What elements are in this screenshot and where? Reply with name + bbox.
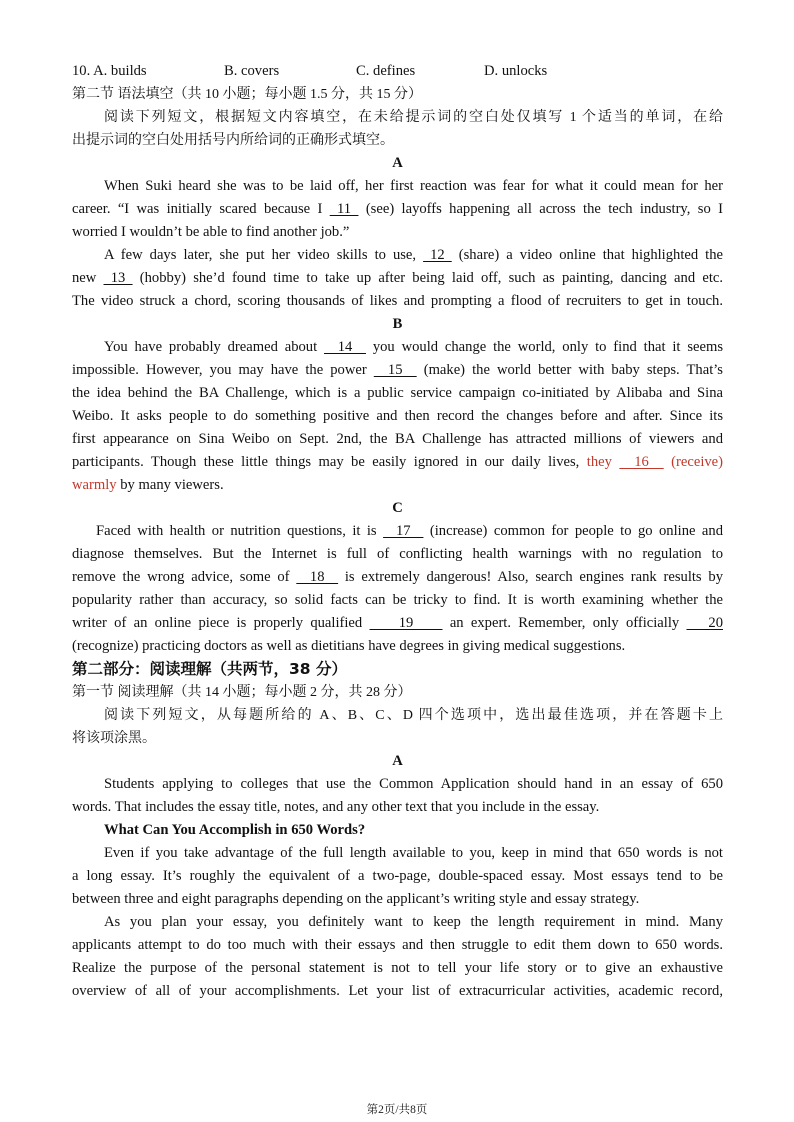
text-line: Weibo. It asks people to do something positive and then record the changes before and after. Since its <box>72 408 723 424</box>
blank-20[interactable]: 20 <box>686 615 723 631</box>
blank-18[interactable]: 18 <box>296 569 339 585</box>
passage-label-a: A <box>392 155 403 171</box>
blank-16[interactable]: 16 <box>619 454 664 470</box>
text-line: impossible. However, you may have the power 15 (make) the world better with baby steps. That’s <box>72 362 723 378</box>
blank-19[interactable]: 19 <box>369 615 443 631</box>
text-line: overview of all of your accomplishments. Let your list of extracurricular activities, academic record, <box>72 983 723 999</box>
blank-15[interactable]: 15 <box>373 362 417 378</box>
instruction-line: 阅读下列短文，从每题所给的 A、B、C、D 四个选项中，选出最佳选项，并在答题卡上 <box>104 708 723 723</box>
text-line: a long essay. It’s roughly the equivalent of a two-page, double-spaced essay. Most essays tend to be <box>72 868 723 884</box>
text-line: (recognize) practicing doctors as well as dietitians have degrees in giving medical suggestions. <box>72 638 626 654</box>
text-line: writer of an online piece is properly qualified 19 an expert. Remember, only officially 20 <box>72 615 723 631</box>
text-line: When Suki heard she was to be laid off, her first reaction was fear for what it could mean for her <box>104 178 723 194</box>
text-line: new 13 (hobby) she’d found time to take up after being laid off, such as painting, dancing and etc. <box>72 270 723 286</box>
option-b: B. covers <box>224 63 280 79</box>
text-line: diagnose themselves. But the Internet is full of conflicting health warnings with no regulation to <box>72 546 723 562</box>
option-a: 10. A. builds <box>72 63 147 79</box>
text-line: applicants attempt to do too much with their essays and then struggle to edit them down to 650 words. <box>72 937 723 953</box>
text-line: Faced with health or nutrition questions, it is 17 (increase) common for people to go online and <box>96 523 723 539</box>
text-line: Students applying to colleges that use the Common Application should hand in an essay of 650 <box>104 776 723 792</box>
text-line: warmly by many viewers. <box>72 477 224 493</box>
text-line: You have probably dreamed about 14 you would change the world, only to find that it seems <box>104 339 723 355</box>
section-grammar-title: 第二节 语法填空（共 10 小题；每小题 1.5 分，共 15 分） <box>72 87 422 102</box>
text-line: The video struck a chord, scoring thousands of likes and prompting a flood of recruiters to get in touch. <box>72 293 723 309</box>
part-reading-title: 第二部分：阅读理解（共两节，38 分） <box>72 660 347 678</box>
text-line: worried I wouldn’t be able to find another job.” <box>72 224 350 240</box>
text-line: Realize the purpose of the personal statement is not to tell your life story or to give an exhaustive <box>72 960 723 976</box>
blank-12[interactable]: 12 <box>423 247 452 263</box>
text-line: participants. Though these little things may be easily ignored in our daily lives, they 16 (receive) <box>72 454 724 470</box>
reading-label-a: A <box>392 753 403 769</box>
instruction-line: 出提示词的空白处用括号内所给词的正确形式填空。 <box>72 133 394 148</box>
reading-subtitle: What Can You Accomplish in 650 Words? <box>104 822 366 838</box>
option-d: D. unlocks <box>484 63 548 79</box>
text-line: the idea behind the BA Challenge, which is a public service campaign co-initiated by Alibaba and Sina <box>72 385 723 401</box>
text-line: first appearance on Sina Weibo on Sept. 2nd, the BA Challenge has attracted millions of viewers and <box>72 431 723 447</box>
section-reading-title: 第一节 阅读理解（共 14 小题；每小题 2 分，共 28 分） <box>72 685 412 700</box>
passage-label-c: C <box>392 500 403 516</box>
text-line: As you plan your essay, you definitely want to keep the length requirement in mind. Many <box>104 914 723 930</box>
blank-17[interactable]: 17 <box>383 523 424 539</box>
text-line: popularity rather than accuracy, so solid facts can be tricky to find. It is worth examining whether the <box>72 592 723 608</box>
page-number: 第2页/共8页 <box>366 1104 428 1116</box>
blank-13[interactable]: 13 <box>103 270 133 286</box>
blank-14[interactable]: 14 <box>324 339 366 355</box>
instruction-line: 阅读下列短文，根据短文内容填空，在未给提示词的空白处仅填写 1 个适当的单词，在给 <box>104 110 723 125</box>
instruction-line: 将该项涂黑。 <box>72 731 156 746</box>
text-line: between three and eight paragraphs depending on the applicant’s writing style and essay strategy. <box>72 891 640 907</box>
text-line: A few days later, she put her video skills to use, 12 (share) a video online that highlighted the <box>104 247 723 263</box>
option-c: C. defines <box>356 63 416 79</box>
question-10-options <box>72 60 723 83</box>
blank-11[interactable]: 11 <box>329 201 359 217</box>
exam-page <box>72 60 723 1003</box>
passage-label-b: B <box>392 316 403 332</box>
text-line: words. That includes the essay title, notes, and any other text that you include in the essay. <box>72 799 600 815</box>
text-line: remove the wrong advice, some of 18 is extremely dangerous! Also, search engines rank results by <box>72 569 723 585</box>
text-line: career. “I was initially scared because I 11 (see) layoffs happening all across the tech industry, so I <box>72 201 723 217</box>
text-line: Even if you take advantage of the full length available to you, keep in mind that 650 words is not <box>104 845 723 861</box>
